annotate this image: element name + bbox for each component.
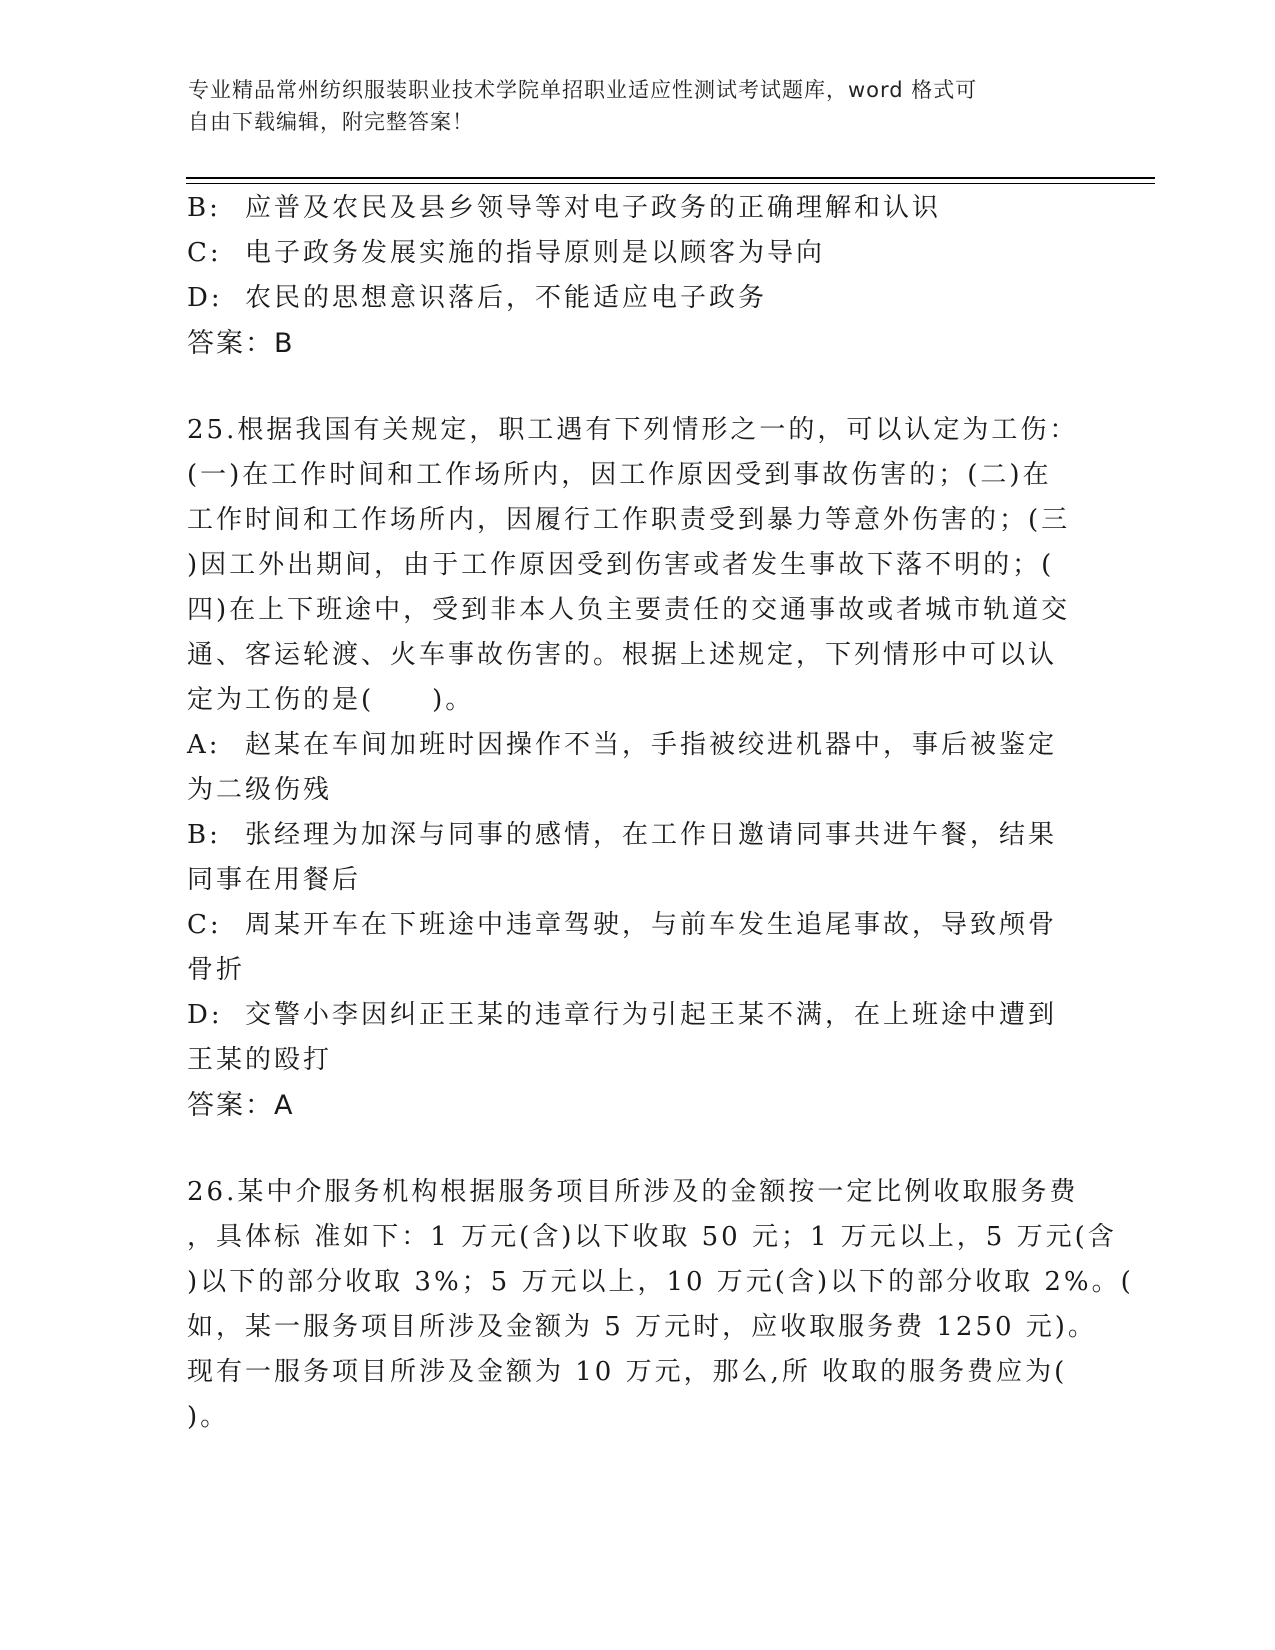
option-c — [187, 903, 1087, 993]
question-24-options — [187, 186, 1087, 321]
page-header — [188, 74, 1068, 138]
option-b — [187, 813, 1087, 903]
header-rule-thick — [186, 177, 1155, 179]
option-label: B: — [187, 820, 221, 850]
option-text: 张经理为加深与同事的感情，在工作日邀请同事共进午餐，结果 — [245, 820, 1058, 850]
option-text: 应普及农民及县乡领导等对电子政务的正确理解和认识 — [245, 193, 942, 223]
header-line-2: 自由下载编辑，附完整答案！ — [188, 110, 474, 134]
option-text: 电子政务发展实施的指导原则是以顾客为导向 — [245, 238, 826, 268]
option-text: 赵某在车间加班时因操作不当，手指被绞进机器中，事后被鉴定 — [245, 730, 1058, 760]
option-text: 交警小李因纠正王某的违章行为引起王某不满，在上班途中遭到 — [245, 1000, 1058, 1030]
question-24-answer: 答案：B — [187, 328, 295, 359]
option-text-cont: 为二级伤残 — [187, 775, 333, 805]
stem-line: )以下的部分收取 3%；5 万元以上，10 万元(含)以下的部分收取 2%。( — [187, 1267, 1134, 1297]
stem-line: )因工外出期间，由于工作原因受到伤害或者发生事故下落不明的；( — [187, 550, 1055, 580]
stem-line: 25.根据我国有关规定，职工遇有下列情形之一的，可以认定为工伤： — [187, 415, 1079, 445]
stem-line: (一)在工作时间和工作场所内，因工作原因受到事故伤害的；(二)在 — [187, 460, 1052, 490]
stem-line: 26.某中介服务机构根据服务项目所涉及的金额按一定比例收取服务费 — [187, 1177, 1079, 1207]
option-label: C: — [187, 910, 222, 940]
stem-line: 定为工伤的是( )。 — [187, 685, 475, 715]
option-c — [187, 231, 1087, 276]
option-label: D: — [187, 1000, 223, 1030]
question-25-options — [187, 723, 1087, 1083]
option-text-cont: 骨折 — [187, 955, 246, 985]
option-label: C: — [187, 238, 222, 268]
option-text-cont: 同事在用餐后 — [187, 865, 362, 895]
option-d — [187, 276, 1087, 321]
option-text: 周某开车在下班途中违章驾驶，与前车发生追尾事故，导致颅骨 — [245, 910, 1058, 940]
option-a — [187, 723, 1087, 813]
document-body — [187, 186, 1134, 1440]
option-label: A: — [187, 730, 221, 760]
option-text-cont: 王某的殴打 — [187, 1045, 333, 1075]
question-25-stem — [187, 408, 1087, 723]
header-rule-thin — [186, 183, 1155, 184]
question-26-stem — [187, 1170, 1134, 1440]
option-text: 农民的思想意识落后，不能适应电子政务 — [245, 283, 768, 313]
stem-line: ，具体标 准如下：1 万元(含)以下收取 50 元；1 万元以上，5 万元(含 — [187, 1222, 1117, 1252]
question-25-answer: 答案：A — [187, 1090, 295, 1121]
stem-line: 工作时间和工作场所内，因履行工作职责受到暴力等意外伤害的；(三 — [187, 505, 1071, 535]
stem-line: )。 — [187, 1402, 230, 1432]
option-label: B: — [187, 193, 221, 223]
stem-line: 如，某一服务项目所涉及金额为 5 万元时，应收取服务费 1250 元)。 — [187, 1312, 1097, 1342]
stem-line: 现有一服务项目所涉及金额为 10 万元，那么,所 收取的服务费应为( — [187, 1357, 1068, 1387]
option-label: D: — [187, 283, 223, 313]
stem-line: 四)在上下班途中，受到非本人负主要责任的交通事故或者城市轨道交 — [187, 595, 1071, 625]
option-d — [187, 993, 1087, 1083]
stem-line: 通、客运轮渡、火车事故伤害的。根据上述规定，下列情形中可以认 — [187, 640, 1058, 670]
option-b — [187, 186, 1087, 231]
header-line-1: 专业精品常州纺织服装职业技术学院单招职业适应性测试考试题库，word 格式可 — [188, 78, 978, 102]
